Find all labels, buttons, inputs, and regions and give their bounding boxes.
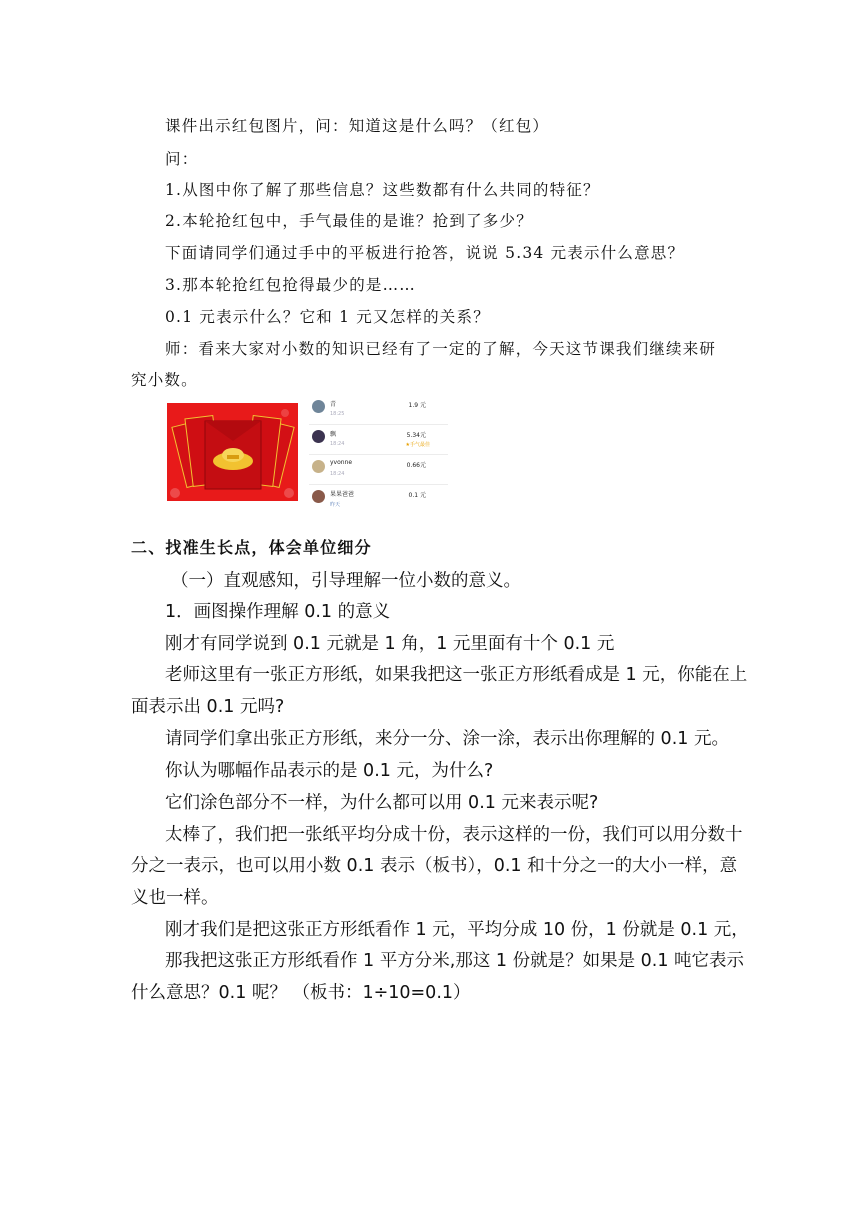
list-item <box>309 424 448 455</box>
amount: 1.9 元 <box>408 402 426 409</box>
text-line: 问： <box>165 150 199 168</box>
list-item <box>309 394 448 425</box>
text-line: 课件出示红包图片，问：知道这是什么吗？（红包） <box>165 117 550 135</box>
subheading: （一）直观感知，引导理解一位小数的意义。 <box>171 571 521 591</box>
text-line: 2.本轮抢红包中，手气最佳的是谁？抢到了多少？ <box>165 212 533 230</box>
text-line: 老师这里有一张正方形纸，如果我把这一张正方形纸看成是 1 元，你能在上 <box>165 665 748 685</box>
text-line: 什么意思？0.1 呢？ （板书：1÷10=0.1） <box>131 983 471 1003</box>
red-envelope-icon <box>167 403 298 501</box>
text-line: 面表示出 0.1 元吗? <box>131 697 285 717</box>
amount: 5.34元 <box>406 432 426 439</box>
user-name: 飘 <box>330 431 337 438</box>
time: 昨天 <box>330 502 341 508</box>
text-line: 1．画图操作理解 0.1 的意义 <box>165 602 391 622</box>
text-line: 刚才有同学说到 0.1 元就是 1 角，1 元里面有十个 0.1 元 <box>165 634 615 654</box>
red-packet-list <box>309 394 448 518</box>
best-luck-badge: ★手气最佳 <box>405 442 430 448</box>
text-line: 它们涂色部分不一样，为什么都可以用 0.1 元来表示呢? <box>165 793 599 813</box>
text-line: 3.那本轮抢红包抢得最少的是…… <box>165 276 416 294</box>
text-line: 请同学们拿出张正方形纸，来分一分、涂一涂，表示出你理解的 0.1 元。 <box>165 729 729 749</box>
avatar <box>312 460 325 473</box>
section-heading: 二、找准生长点，体会单位细分 <box>131 538 372 557</box>
avatar <box>312 490 325 503</box>
text-line: 0.1 元表示什么？它和 1 元又怎样的关系？ <box>165 308 490 326</box>
red-packet-figure <box>160 394 448 518</box>
list-item <box>309 484 448 514</box>
text-line: 下面请同学们通过手中的平板进行抢答，说说 5.34 元表示什么意思？ <box>165 244 685 262</box>
avatar <box>312 430 325 443</box>
text-line: 太棒了，我们把一张纸平均分成十份，表示这样的一份，我们可以用分数十 <box>165 825 743 845</box>
user-name: 青 <box>330 401 337 408</box>
text-line: 你认为哪幅作品表示的是 0.1 元，为什么? <box>165 761 494 781</box>
time: 18:24 <box>330 441 345 447</box>
user-name: yvonne <box>330 459 353 466</box>
text-line: 师：看来大家对小数的知识已经有了一定的了解，今天这节课我们继续来研 <box>165 340 717 358</box>
list-item <box>309 454 448 485</box>
text-line: 1.从图中你了解了那些信息？这些数都有什么共同的特征？ <box>165 181 600 199</box>
text-line: 义也一样。 <box>131 888 219 908</box>
text-line: 分之一表示，也可以用小数 0.1 表示（板书），0.1 和十分之一的大小一样，意 <box>131 856 738 876</box>
time: 18:25 <box>330 411 345 417</box>
avatar <box>312 400 325 413</box>
user-name: 果果爸爸 <box>330 491 355 498</box>
amount: 0.1 元 <box>408 492 426 499</box>
amount: 0.66元 <box>406 462 426 469</box>
red-packet-image <box>167 403 298 501</box>
time: 18:24 <box>330 471 345 477</box>
text-line: 究小数。 <box>131 371 198 389</box>
text-line: 那我把这张正方形纸看作 1 平方分米,那这 1 份就是？如果是 0.1 吨它表示 <box>165 951 745 971</box>
text-line: 刚才我们是把这张正方形纸看作 1 元，平均分成 10 份，1 份就是 0.1 元， <box>165 920 749 940</box>
